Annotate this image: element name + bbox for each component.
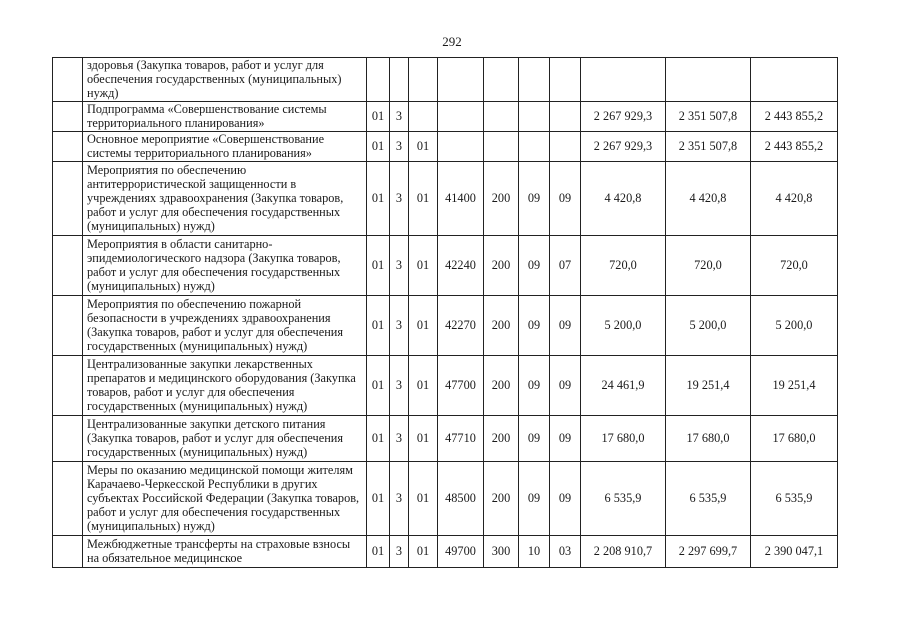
subprogram-code-cell <box>390 58 409 102</box>
amount-year3-cell: 17 680,0 <box>751 415 838 461</box>
direction-code-cell <box>438 101 484 131</box>
main-activity-code-cell: 01 <box>409 131 438 161</box>
table-row <box>53 235 838 295</box>
direction-code-cell: 49700 <box>438 535 484 567</box>
section-cell <box>519 58 550 102</box>
main-activity-code-cell: 01 <box>409 235 438 295</box>
budget-table <box>52 57 838 568</box>
description-cell: Мероприятия по обеспечению пожарной безопасности в учреждениях здравоохранения (Закупка товаров, работ и услуг для обеспечения государственных (муниципальных) нужд) <box>83 295 367 355</box>
blank-cell <box>53 461 83 535</box>
subsection-cell <box>550 131 581 161</box>
amount-year1-cell: 6 535,9 <box>581 461 666 535</box>
amount-year1-cell: 5 200,0 <box>581 295 666 355</box>
amount-year3-cell: 4 420,8 <box>751 161 838 235</box>
subprogram-code-cell: 3 <box>390 235 409 295</box>
expense-type-cell: 200 <box>484 235 519 295</box>
main-activity-code-cell: 01 <box>409 415 438 461</box>
program-code-cell: 01 <box>367 161 390 235</box>
direction-code-cell: 42240 <box>438 235 484 295</box>
program-code-cell: 01 <box>367 131 390 161</box>
amount-year3-cell: 19 251,4 <box>751 355 838 415</box>
amount-year1-cell: 2 267 929,3 <box>581 131 666 161</box>
section-cell: 09 <box>519 161 550 235</box>
direction-code-cell: 41400 <box>438 161 484 235</box>
amount-year3-cell <box>751 58 838 102</box>
main-activity-code-cell: 01 <box>409 461 438 535</box>
subsection-cell: 09 <box>550 415 581 461</box>
main-activity-code-cell: 01 <box>409 161 438 235</box>
main-activity-code-cell <box>409 101 438 131</box>
table-row <box>53 101 838 131</box>
description-cell: Централизованные закупки лекарственных препаратов и медицинского оборудования (Закупка товаров, работ и услуг для обеспечения государственных (муниципальных) нужд) <box>83 355 367 415</box>
program-code-cell: 01 <box>367 415 390 461</box>
subsection-cell: 03 <box>550 535 581 567</box>
subsection-cell: 09 <box>550 295 581 355</box>
expense-type-cell: 200 <box>484 461 519 535</box>
main-activity-code-cell: 01 <box>409 355 438 415</box>
subprogram-code-cell: 3 <box>390 415 409 461</box>
amount-year2-cell: 5 200,0 <box>666 295 751 355</box>
expense-type-cell <box>484 101 519 131</box>
amount-year1-cell: 24 461,9 <box>581 355 666 415</box>
program-code-cell: 01 <box>367 295 390 355</box>
amount-year3-cell: 6 535,9 <box>751 461 838 535</box>
subprogram-code-cell: 3 <box>390 161 409 235</box>
subprogram-code-cell: 3 <box>390 355 409 415</box>
description-cell: Централизованные закупки детского питания (Закупка товаров, работ и услуг для обеспечения государственных (муниципальных) нужд) <box>83 415 367 461</box>
amount-year3-cell: 2 390 047,1 <box>751 535 838 567</box>
amount-year2-cell <box>666 58 751 102</box>
description-cell: здоровья (Закупка товаров, работ и услуг для обеспечения государственных (муниципальных) нужд) <box>83 58 367 102</box>
subsection-cell: 09 <box>550 161 581 235</box>
table-row <box>53 131 838 161</box>
subprogram-code-cell: 3 <box>390 101 409 131</box>
amount-year1-cell: 17 680,0 <box>581 415 666 461</box>
direction-code-cell: 42270 <box>438 295 484 355</box>
program-code-cell: 01 <box>367 235 390 295</box>
amount-year3-cell: 5 200,0 <box>751 295 838 355</box>
expense-type-cell: 200 <box>484 161 519 235</box>
page-number: 292 <box>442 34 462 49</box>
amount-year3-cell: 2 443 855,2 <box>751 131 838 161</box>
expense-type-cell: 200 <box>484 355 519 415</box>
blank-cell <box>53 415 83 461</box>
blank-cell <box>53 58 83 102</box>
subsection-cell <box>550 101 581 131</box>
section-cell: 09 <box>519 295 550 355</box>
description-cell: Межбюджетные трансферты на страховые взносы на обязательное медицинское <box>83 535 367 567</box>
subsection-cell: 09 <box>550 461 581 535</box>
section-cell <box>519 101 550 131</box>
program-code-cell: 01 <box>367 355 390 415</box>
direction-code-cell: 47700 <box>438 355 484 415</box>
description-cell: Мероприятия по обеспечению антитеррористической защищенности в учреждениях здравоохранения (Закупка товаров, работ и услуг для обеспечения государственных (муниципальных) нужд) <box>83 161 367 235</box>
expense-type-cell <box>484 58 519 102</box>
subprogram-code-cell: 3 <box>390 535 409 567</box>
blank-cell <box>53 161 83 235</box>
program-code-cell <box>367 58 390 102</box>
amount-year2-cell: 2 351 507,8 <box>666 131 751 161</box>
amount-year1-cell <box>581 58 666 102</box>
subprogram-code-cell: 3 <box>390 131 409 161</box>
amount-year1-cell: 720,0 <box>581 235 666 295</box>
description-cell: Основное мероприятие «Совершенствование системы территориального планирования» <box>83 131 367 161</box>
direction-code-cell: 47710 <box>438 415 484 461</box>
amount-year1-cell: 4 420,8 <box>581 161 666 235</box>
program-code-cell: 01 <box>367 101 390 131</box>
amount-year1-cell: 2 208 910,7 <box>581 535 666 567</box>
direction-code-cell: 48500 <box>438 461 484 535</box>
description-cell: Подпрограмма «Совершенствование системы территориального планирования» <box>83 101 367 131</box>
section-cell: 09 <box>519 355 550 415</box>
amount-year2-cell: 19 251,4 <box>666 355 751 415</box>
table-row <box>53 161 838 235</box>
section-cell: 09 <box>519 235 550 295</box>
description-cell: Меры по оказанию медицинской помощи жителям Карачаево-Черкесской Республики в других субъектах Российской Федерации (Закупка товаров, работ и услуг для обеспечения государственных (муниципальных) нужд) <box>83 461 367 535</box>
section-cell: 10 <box>519 535 550 567</box>
subsection-cell: 07 <box>550 235 581 295</box>
direction-code-cell <box>438 131 484 161</box>
amount-year2-cell: 4 420,8 <box>666 161 751 235</box>
expense-type-cell: 300 <box>484 535 519 567</box>
table-row <box>53 535 838 567</box>
section-cell: 09 <box>519 415 550 461</box>
amount-year1-cell: 2 267 929,3 <box>581 101 666 131</box>
blank-cell <box>53 101 83 131</box>
blank-cell <box>53 235 83 295</box>
amount-year2-cell: 2 351 507,8 <box>666 101 751 131</box>
table-row <box>53 415 838 461</box>
blank-cell <box>53 131 83 161</box>
expense-type-cell <box>484 131 519 161</box>
direction-code-cell <box>438 58 484 102</box>
section-cell <box>519 131 550 161</box>
expense-type-cell: 200 <box>484 415 519 461</box>
amount-year2-cell: 6 535,9 <box>666 461 751 535</box>
amount-year2-cell: 2 297 699,7 <box>666 535 751 567</box>
table-row <box>53 295 838 355</box>
blank-cell <box>53 535 83 567</box>
amount-year3-cell: 720,0 <box>751 235 838 295</box>
table-row <box>53 355 838 415</box>
expense-type-cell: 200 <box>484 295 519 355</box>
blank-cell <box>53 295 83 355</box>
subprogram-code-cell: 3 <box>390 461 409 535</box>
table-row <box>53 461 838 535</box>
section-cell: 09 <box>519 461 550 535</box>
main-activity-code-cell: 01 <box>409 535 438 567</box>
amount-year2-cell: 720,0 <box>666 235 751 295</box>
blank-cell <box>53 355 83 415</box>
program-code-cell: 01 <box>367 535 390 567</box>
subprogram-code-cell: 3 <box>390 295 409 355</box>
amount-year3-cell: 2 443 855,2 <box>751 101 838 131</box>
main-activity-code-cell <box>409 58 438 102</box>
amount-year2-cell: 17 680,0 <box>666 415 751 461</box>
subsection-cell <box>550 58 581 102</box>
table-row <box>53 58 838 102</box>
program-code-cell: 01 <box>367 461 390 535</box>
main-activity-code-cell: 01 <box>409 295 438 355</box>
description-cell: Мероприятия в области санитарно-эпидемиологического надзора (Закупка товаров, работ и услуг для обеспечения государственных (муниципальных) нужд) <box>83 235 367 295</box>
subsection-cell: 09 <box>550 355 581 415</box>
